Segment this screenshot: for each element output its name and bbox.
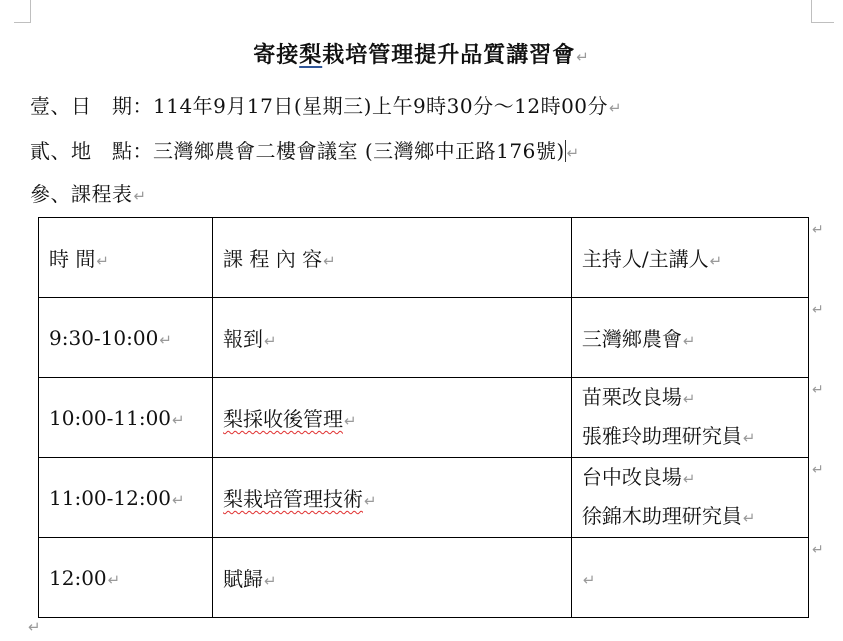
cell-mark-icon: ↵ <box>742 428 756 447</box>
date-line[interactable] <box>30 90 622 119</box>
cell-mark-icon: ↵ <box>742 508 756 527</box>
table-row <box>39 458 809 538</box>
cell-mark-icon: ↵ <box>582 570 596 589</box>
schedule-table <box>38 217 809 618</box>
time-cell[interactable] <box>39 298 213 378</box>
table-header-row <box>39 218 809 298</box>
time-cell[interactable] <box>39 458 213 538</box>
cell-mark-icon: ↵ <box>107 570 121 589</box>
cell-mark-icon: ↵ <box>159 330 172 349</box>
table-row <box>39 378 809 458</box>
paragraph-mark-icon: ↵ <box>133 187 147 205</box>
time-cell[interactable] <box>39 538 213 618</box>
location-line[interactable] <box>30 135 580 164</box>
table-row <box>39 298 809 378</box>
cell-mark-icon: ↵ <box>264 572 277 590</box>
header-time-text: 時 間 <box>49 247 96 271</box>
text-cursor <box>565 140 566 162</box>
title-part-2: 栽培管理提升品質講習會 <box>322 42 576 68</box>
time-cell[interactable] <box>39 378 213 458</box>
speaker-text: 三灣鄉農會 <box>581 327 682 351</box>
row-end-mark-icon: ↵ <box>812 462 824 478</box>
speaker-cell[interactable] <box>571 298 808 378</box>
cell-mark-icon: ↵ <box>172 410 185 429</box>
time-text: 9:30-10:00 <box>49 325 159 350</box>
course-cell[interactable] <box>213 458 572 538</box>
cell-mark-icon: ↵ <box>709 252 723 270</box>
table-row <box>39 538 809 618</box>
cell-mark-icon: ↵ <box>344 412 357 430</box>
date-text: 壹、日 期：114年9月17日(星期三)上午9時30分～12時00分 <box>30 94 609 118</box>
cell-mark-icon: ↵ <box>682 469 696 488</box>
document-end-mark-icon: ↵ <box>28 618 41 636</box>
speaker-cell[interactable] <box>571 458 808 538</box>
page-margin-corner-right <box>811 0 834 23</box>
paragraph-mark-icon: ↵ <box>609 99 623 117</box>
location-text: 貳、地 點：三灣鄉農會二樓會議室 (三灣鄉中正路176號) <box>30 139 565 163</box>
title-underlined-char: 梨 <box>299 42 323 68</box>
course-cell[interactable] <box>213 298 572 378</box>
course-text: 報到 <box>223 327 263 351</box>
title-part-1: 寄接 <box>253 42 300 68</box>
cell-mark-icon: ↵ <box>682 332 696 350</box>
course-cell[interactable] <box>213 538 572 618</box>
row-end-mark-icon: ↵ <box>812 302 824 318</box>
row-end-mark-icon: ↵ <box>812 382 824 398</box>
cell-mark-icon: ↵ <box>323 252 336 270</box>
cell-mark-icon: ↵ <box>172 490 185 509</box>
cell-mark-icon: ↵ <box>682 389 696 408</box>
paragraph-mark-icon: ↵ <box>566 144 580 162</box>
schedule-heading[interactable] <box>30 178 147 207</box>
time-text: 12:00 <box>49 565 107 590</box>
cell-mark-icon: ↵ <box>96 252 109 270</box>
cell-mark-icon: ↵ <box>264 332 277 350</box>
time-text: 10:00-11:00 <box>49 405 172 430</box>
header-course-text: 課 程 內 容 <box>223 247 323 271</box>
speaker-line <box>582 379 798 418</box>
row-end-mark-icon: ↵ <box>812 542 824 558</box>
course-text: 梨栽培管理技術 <box>223 487 363 511</box>
header-speaker-text: 主持人/主講人 <box>581 247 709 271</box>
speaker-name-text: 張雅玲助理研究員 <box>581 423 742 448</box>
row-end-mark-icon: ↵ <box>812 222 824 238</box>
course-cell[interactable] <box>213 378 572 458</box>
paragraph-mark-icon: ↵ <box>576 48 590 66</box>
course-text: 梨採收後管理 <box>223 407 343 431</box>
speaker-org-text: 台中改良場 <box>581 464 682 489</box>
speaker-cell[interactable] <box>571 378 808 458</box>
schedule-heading-text: 參、課程表 <box>30 182 133 206</box>
time-text: 11:00-12:00 <box>49 485 172 510</box>
speaker-org-text: 苗栗改良場 <box>581 384 682 409</box>
speaker-line <box>582 498 798 537</box>
speaker-line <box>582 459 798 498</box>
speaker-line <box>582 418 798 457</box>
cell-mark-icon: ↵ <box>364 492 377 510</box>
speaker-cell[interactable] <box>571 538 808 618</box>
page-margin-corner-left <box>14 0 31 23</box>
course-text: 賦歸 <box>223 567 263 591</box>
speaker-name-text: 徐錦木助理研究員 <box>581 503 742 528</box>
header-cell-speaker[interactable] <box>571 218 808 298</box>
document-title[interactable] <box>0 38 843 69</box>
header-cell-time[interactable] <box>39 218 213 298</box>
header-cell-course[interactable] <box>213 218 572 298</box>
